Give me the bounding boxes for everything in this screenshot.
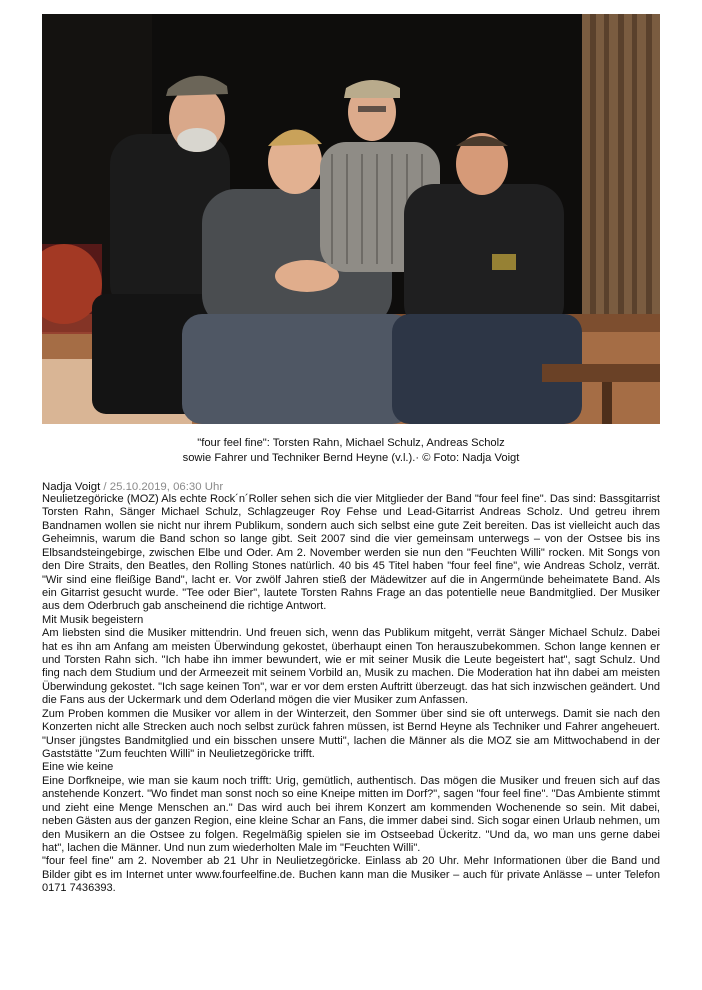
photo-caption bbox=[42, 436, 660, 465]
caption-line-1: "four feel fine": Torsten Rahn, Michael Schulz, Andreas Scholz bbox=[197, 437, 505, 449]
article-subheading: Eine wie keine bbox=[42, 761, 114, 774]
article-paragraph: Neulietzegöricke (MOZ) Als echte Rock´n´Roller sehen sich die vier Mitglieder der Band "four feel fine". Das sind: Bassgitarrist Torsten Rahn, Sänger Michael Schulz, Schlagzeuger Roy Fehse und Lead-Gitarrist Andreas Scholz. Und getreu ihrem Bandnamen wollen sie nicht nur ihrem Publikum, sondern auch sich selbst eine gute Zeit bereiten. Das ist vielleicht auch das Geheimnis, warum die Band schon so lange gibt. Seit 2007 sind die vier gemeinsam unterwegs – von der Ostsee bis ins Elbsandsteingebirge, zwischen Elbe und Oder. Am 2. November werden sie nun den "Feuchten Willi" rocken. Mit Songs von den Dire Straits, den Beatles, den Rolling Stones natürlich. 40 bis 45 Titel haben "four feel fine", wie Andreas Scholz, verrät. "Wir sind eine fleißige Band", lacht er. Vor zwölf Jahren stieß der Mädewitzer auf die in Angermünde beheimatete Band. Als ein Gitarrist gesucht wurde. "Tee oder Bier", lautete Torsten Rahns Frage an das potentielle neue Bandmitglied. Der Musiker aus dem Oderbruch gab anscheinend die richtige Antwort. bbox=[42, 493, 660, 613]
article-paragraph: Zum Proben kommen die Musiker vor allem in der Winterzeit, den Sommer über sind sie oft unterwegs. Damit sie nach den Konzerten nicht alle Strecken auch noch selbst zurück fahren müssen, ist Bernd Heyne als Techniker und Fahrer angeheuert. "Unser jüngstes Bandmitglied und ein bisschen unsere Mutti", lachen die Männer als die MOZ sie am Mittwochabend in der Gaststätte "Zum feuchten Willi" in Neulietzegöricke trifft. bbox=[42, 707, 660, 761]
band-photo bbox=[42, 14, 660, 424]
article-body bbox=[42, 493, 660, 896]
byline bbox=[42, 480, 223, 494]
article-subheading: Mit Musik begeistern bbox=[42, 613, 144, 626]
caption-line-2: sowie Fahrer und Techniker Bernd Heyne (v.l.).· © Foto: Nadja Voigt bbox=[182, 451, 520, 464]
publish-date: / 25.10.2019, 06:30 Uhr bbox=[100, 481, 224, 493]
article-paragraph: "four feel fine" am 2. November ab 21 Uhr in Neulietzegöricke. Einlass ab 20 Uhr. Mehr Informationen über die Band und Bilder gibt es im Internet unter www.fourfeelfine.de. Buchen kann man die Musiker – auch für private Anlässe – unter Telefon 0171 7436393. bbox=[42, 855, 660, 895]
article-paragraph: Eine Dorfkneipe, wie man sie kaum noch trifft: Urig, gemütlich, authentisch. Das mögen die Musiker und freuen sich auf das anstehende Konzert. "Wo findet man sonst noch so eine Kneipe mitten im Dorf?", sagen "four feel fine". "Das Ambiente stimmt und zieht eine Menge Menschen an." Das wird auch bei ihrem Konzert am kommenden Wochenende so sein. Mit dabei, neben Gästen aus der ganzen Region, eine kleine Schar an Fans, die immer dabei sind. Sich sogar einen Urlaub nehmen, um den Musikern an die Ostsee zu folgen. Regelmäßig spielen sie im Ostseebad Ückeritz. "Und da, wo man uns gerne dabei hat", lachen die Männer. Und nun zum wiederholten Male im "Feuchten Willi". bbox=[42, 774, 660, 854]
author-name: Nadja Voigt bbox=[42, 481, 101, 493]
band-photo-illustration bbox=[42, 14, 660, 424]
article-paragraph: Am liebsten sind die Musiker mittendrin. Und freuen sich, wenn das Publikum mitgeht, verrät Sänger Michael Schulz. Dabei hat es ihn am Anfang am meisten Überwindung gekostet, überhaupt einen Ton herauszubekommen. Schon lange kennen er und Torsten Rahn sich. "Ich habe ihn immer bewundert, wie er mit seiner Musik die Leute begeistert hat", sagt Schulz. Und fing nach dem Studium und der Armeezeit mit seinem Vorbild an, Musik zu machen. Die Moderation hat ihn dabei am meisten Überwindung gekostet. "Ich sage keinen Ton", war er vor dem ersten Auftritt überzeugt. das hat sich inzwischen geändert. Und die Fans aus der Uckermark und dem Oderland mögen die vier Musiker zum Anfassen. bbox=[42, 627, 660, 707]
